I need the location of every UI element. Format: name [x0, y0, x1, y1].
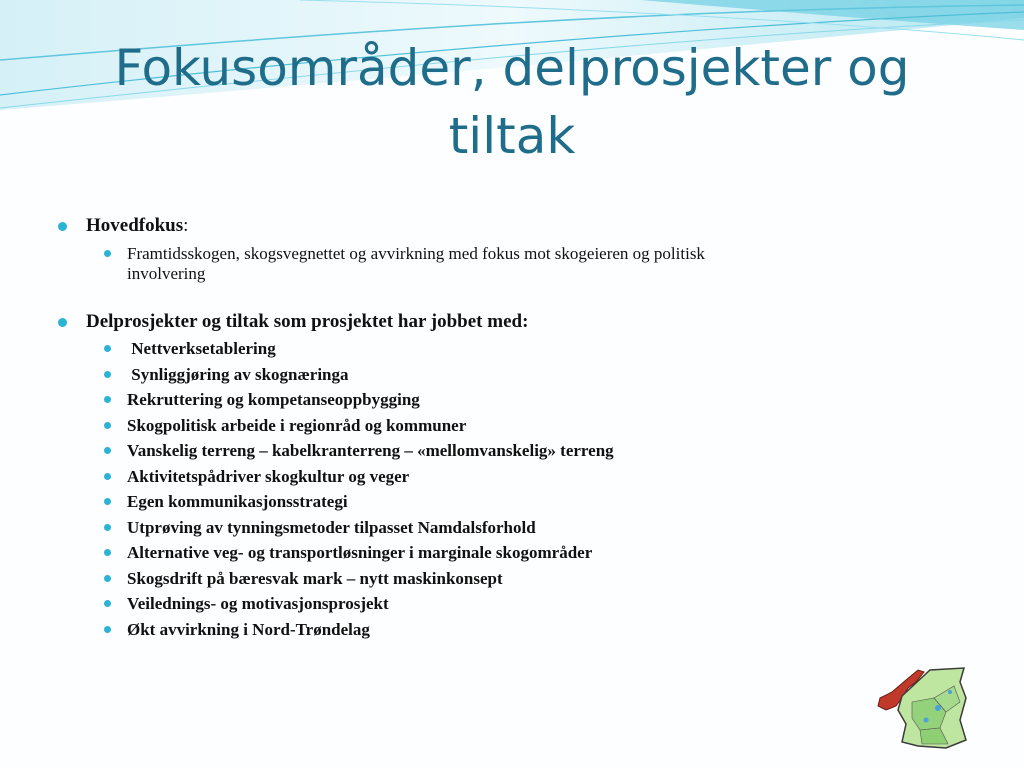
- bullet-dot-icon: [104, 447, 111, 454]
- bullet-hovedfokus: [58, 214, 958, 238]
- list-item: [58, 362, 958, 388]
- bullet-dot-icon: [104, 575, 111, 582]
- bullet-dot-icon: [104, 345, 111, 352]
- bullet-dot-icon: [58, 318, 67, 327]
- delprosjekter-label: Delprosjekter og tiltak som prosjektet har jobbet med:: [86, 311, 529, 332]
- bullet-dot-icon: [104, 250, 111, 257]
- hovedfokus-label: Hovedfokus: [86, 215, 184, 236]
- hovedfokus-item-line1: Framtidsskogen, skogsvegnettet og avvirkning med fokus mot skogeieren og politisk: [127, 244, 705, 263]
- slide-title-line1: Fokusområder, delprosjekter og: [114, 39, 910, 97]
- list-item: [58, 515, 958, 541]
- list-item: [58, 617, 958, 643]
- list-item-text: Økt avvirkning i Nord-Trøndelag: [127, 619, 370, 639]
- list-item: [58, 464, 958, 490]
- list-item: [58, 387, 958, 413]
- list-item-text: Egen kommunikasjonsstrategi: [127, 492, 348, 511]
- list-item: [58, 438, 958, 464]
- bullet-dot-icon: [104, 396, 111, 403]
- bullet-dot-icon: [104, 422, 111, 429]
- bullet-dot-icon: [104, 626, 111, 633]
- slide-title-line2: tiltak: [448, 107, 576, 165]
- list-item-text: Nettverksetablering: [127, 339, 276, 358]
- list-item-text: Aktivitetspådriver skogkultur og veger: [127, 466, 410, 486]
- list-item: [58, 566, 958, 592]
- list-item-text: Alternative veg- og transportløsninger i marginale skogområder: [127, 543, 593, 562]
- bullet-dot-icon: [104, 371, 111, 378]
- list-item-text: Vanskelig terreng – kabelkranterreng – «mellomvanskelig» terreng: [127, 441, 614, 460]
- delprosjekter-list: [58, 336, 958, 642]
- list-item-text: Synliggjøring av skognæringa: [127, 364, 349, 384]
- hovedfokus-item-line2: involvering: [127, 264, 206, 283]
- list-item: [58, 489, 958, 515]
- slide-content: [58, 214, 958, 642]
- bullet-dot-icon: [104, 600, 111, 607]
- list-item-text: Veilednings- og motivasjonsprosjekt: [127, 594, 389, 613]
- bullet-dot-icon: [58, 222, 67, 231]
- hovedfokus-colon: :: [183, 215, 189, 236]
- bullet-dot-icon: [104, 549, 111, 556]
- list-item-text: Rekruttering og kompetanseoppbygging: [127, 390, 420, 409]
- list-item: [58, 540, 958, 566]
- slide-title: [60, 34, 964, 170]
- bullet-delprosjekter: [58, 310, 958, 334]
- list-item: [58, 336, 958, 362]
- bullet-dot-icon: [104, 524, 111, 531]
- map-logo-icon: [872, 662, 972, 752]
- list-item-text: Utprøving av tynningsmetoder tilpasset Namdalsforhold: [127, 517, 536, 537]
- list-item: [58, 591, 958, 617]
- bullet-dot-icon: [104, 473, 111, 480]
- list-item: [58, 413, 958, 439]
- list-item-text: Skogpolitisk arbeide i regionråd og kommuner: [127, 415, 467, 435]
- hovedfokus-item: [58, 244, 958, 284]
- list-item-text: Skogsdrift på bæresvak mark – nytt maskinkonsept: [127, 568, 503, 588]
- bullet-dot-icon: [104, 498, 111, 505]
